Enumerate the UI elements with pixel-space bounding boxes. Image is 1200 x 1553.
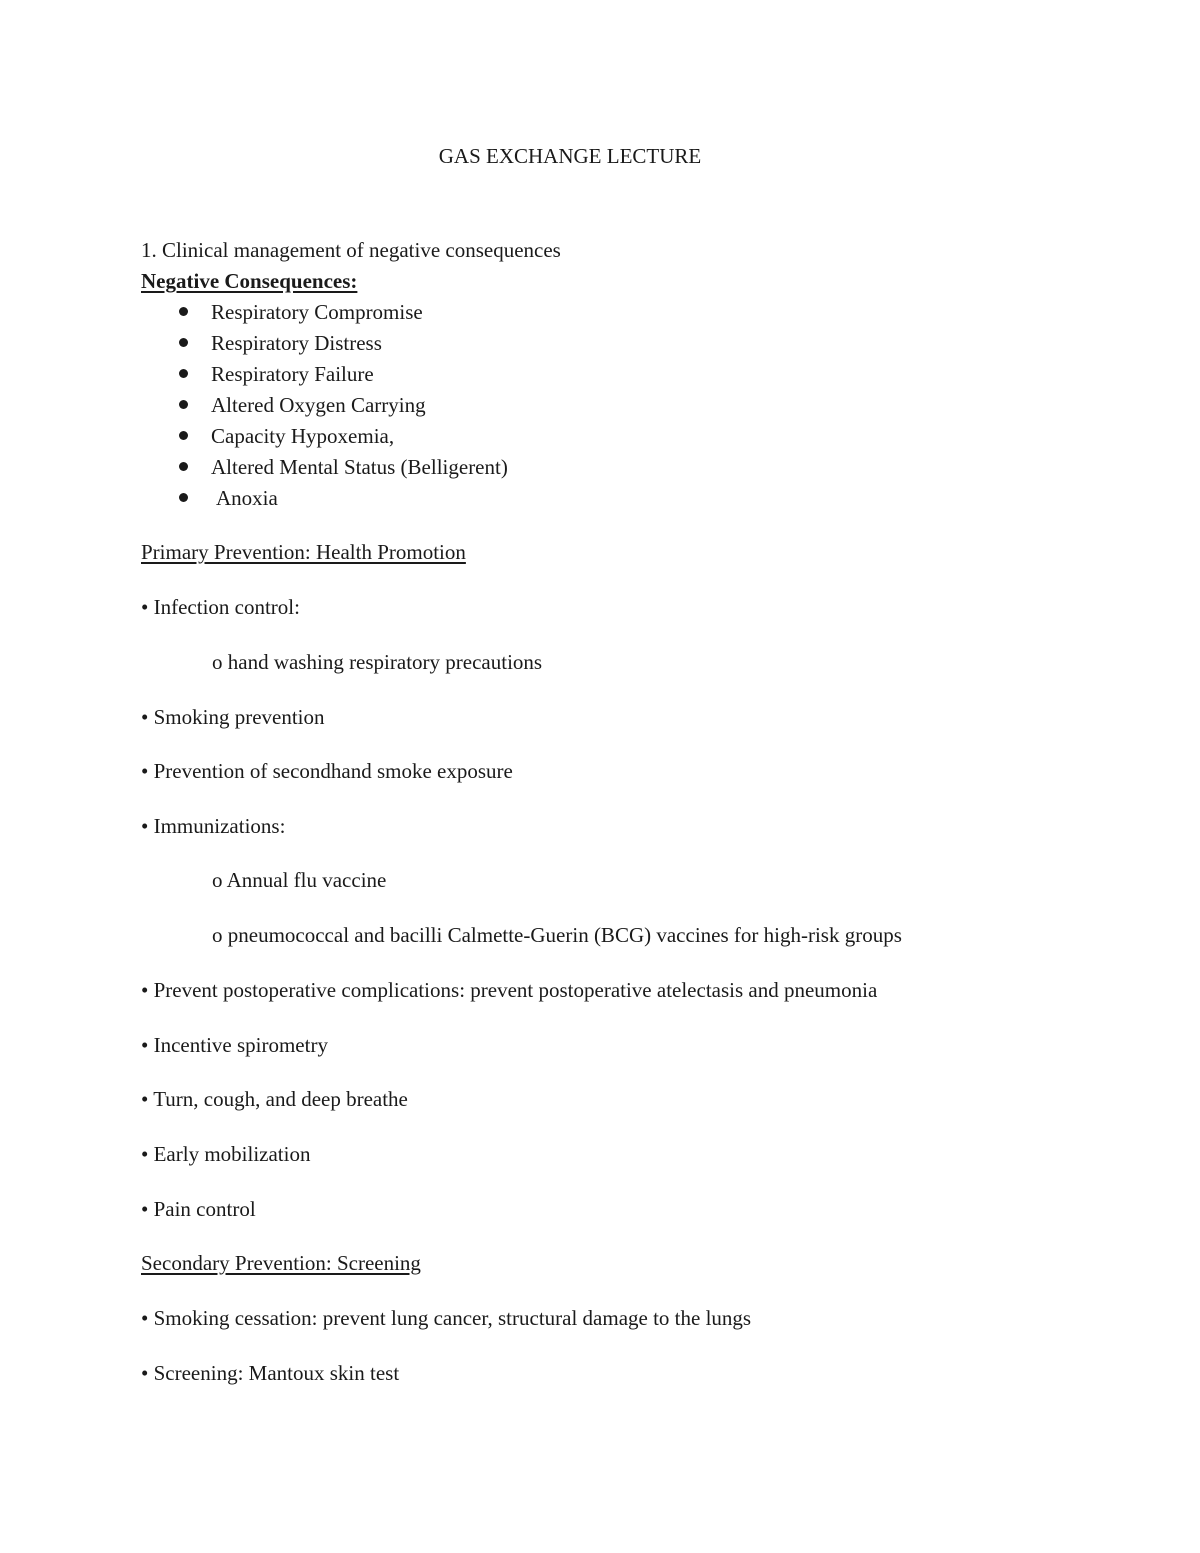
list-item: • Incentive spirometry bbox=[141, 1033, 328, 1057]
negative-consequences-heading: Negative Consequences: bbox=[141, 269, 358, 293]
list-item: Altered Mental Status (Belligerent) bbox=[211, 455, 508, 479]
primary-prevention-heading: Primary Prevention: Health Promotion bbox=[141, 540, 466, 564]
list-item: Respiratory Distress bbox=[211, 331, 382, 355]
document-title: GAS EXCHANGE LECTURE bbox=[438, 144, 702, 168]
list-item: • Screening: Mantoux skin test bbox=[141, 1361, 400, 1385]
list-item: • Infection control: bbox=[141, 595, 300, 619]
list-item: Respiratory Compromise bbox=[211, 300, 423, 324]
list-item: • Smoking prevention bbox=[141, 705, 325, 729]
secondary-prevention-heading: Secondary Prevention: Screening bbox=[141, 1251, 421, 1275]
list-item: • Immunizations: bbox=[141, 814, 286, 838]
list-item: • Prevention of secondhand smoke exposure bbox=[141, 759, 513, 783]
bullet-icon bbox=[179, 431, 188, 440]
sub-list-item: o hand washing respiratory precautions bbox=[212, 650, 543, 674]
bullet-icon bbox=[179, 369, 188, 378]
sub-list-item: o Annual flu vaccine bbox=[212, 868, 387, 892]
list-item: Anoxia bbox=[216, 486, 278, 510]
list-item: Capacity Hypoxemia, bbox=[211, 424, 395, 448]
bullet-icon bbox=[179, 462, 188, 471]
list-item: • Turn, cough, and deep breathe bbox=[141, 1087, 408, 1111]
list-item: • Smoking cessation: prevent lung cancer, structural damage to the lungs bbox=[141, 1306, 752, 1330]
section-heading: 1. Clinical management of negative consequences bbox=[141, 238, 561, 262]
bullet-icon bbox=[179, 307, 188, 316]
list-item: • Prevent postoperative complications: prevent postoperative atelectasis and pneumonia bbox=[141, 978, 878, 1002]
list-item: Altered Oxygen Carrying bbox=[211, 393, 426, 417]
list-item: • Pain control bbox=[141, 1197, 256, 1221]
bullet-icon bbox=[179, 400, 188, 409]
bullet-icon bbox=[179, 338, 188, 347]
list-item: • Early mobilization bbox=[141, 1142, 311, 1166]
sub-list-item: o pneumococcal and bacilli Calmette-Guerin (BCG) vaccines for high-risk groups bbox=[212, 923, 902, 947]
bullet-icon bbox=[179, 493, 188, 502]
list-item: Respiratory Failure bbox=[211, 362, 374, 386]
